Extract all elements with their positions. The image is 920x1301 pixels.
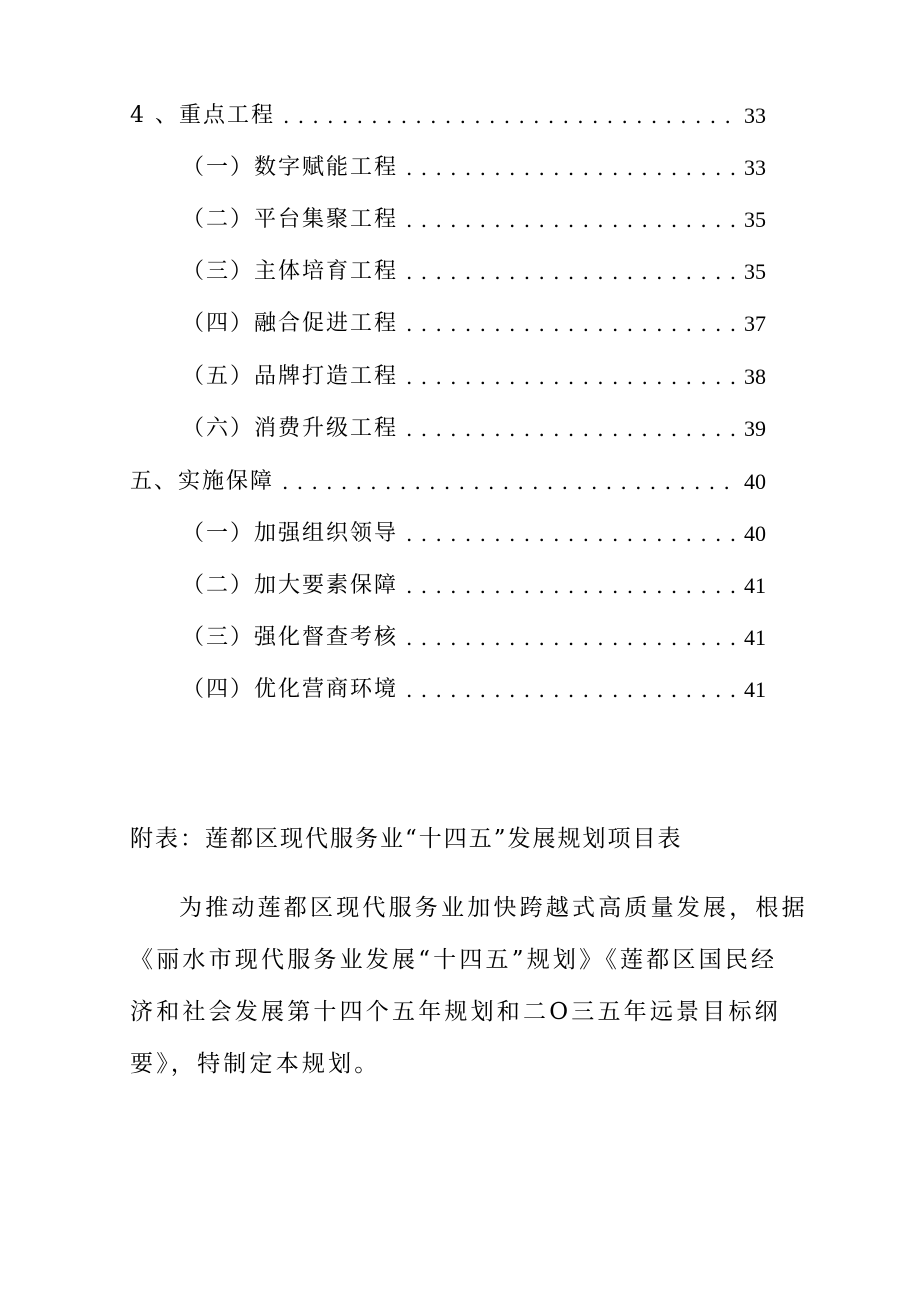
toc-page-number: 33 [744,103,766,128]
toc-entry-label: （三）主体培育工程 [182,259,399,284]
toc-dot-leader [283,96,738,136]
toc-entry-label: （一）数字赋能工程 [182,155,399,180]
toc-entry-label: （四）融合促进工程 [182,311,399,336]
toc-entry[interactable] [182,409,766,449]
toc-entry[interactable] [182,252,766,292]
toc-dot-leader [406,148,738,188]
toc-dot-leader [406,304,738,344]
toc-entry-label: （二）加大要素保障 [182,573,399,598]
toc-page-number: 40 [744,469,766,494]
toc-entry[interactable] [182,566,766,606]
toc-entry-label: （四）优化营商环境 [182,677,399,702]
toc-entry-label: （六）消费升级工程 [182,416,399,441]
toc-dot-leader [406,514,738,554]
toc-entry[interactable] [182,200,766,240]
toc-page-number: 41 [744,677,766,702]
toc-entry-label: （一）加强组织领导 [182,521,399,546]
toc-dot-leader [406,252,738,292]
toc-page-number: 35 [744,207,766,232]
toc-page-number: 35 [744,259,766,284]
toc-dot-leader [406,566,738,606]
toc-page-number: 33 [744,155,766,180]
toc-dot-leader [406,618,738,658]
toc-page-number: 38 [744,364,766,389]
toc-page-number: 39 [744,416,766,441]
toc-dot-leader [282,462,738,502]
toc-entry[interactable] [182,670,766,710]
toc-entry-label: （三）强化督查考核 [182,625,399,650]
toc-page-number: 41 [744,625,766,650]
paragraph-line: 为推动莲都区现代服务业加快跨越式高质量发展，根据 [179,895,808,921]
toc-entry[interactable] [182,304,766,344]
toc-dot-leader [406,357,738,397]
toc-page-number: 37 [744,311,766,336]
toc-entry-label: 4 、重点工程 [130,103,275,128]
paragraph-line: 《丽水市现代服务业发展“十四五”规划》《莲都区国民经 [130,947,778,973]
toc-entry[interactable] [182,514,766,554]
toc-entry-label: 五、实施保障 [130,469,275,494]
toc-page-number: 40 [744,521,766,546]
intro-paragraph [130,882,808,1090]
toc-entry[interactable] [182,148,766,188]
toc-entry[interactable] [130,462,766,502]
toc-dot-leader [406,200,738,240]
toc-entry[interactable] [182,618,766,658]
toc-entry[interactable] [182,357,766,397]
toc-entry-label: （五）品牌打造工程 [182,364,399,389]
toc-page-number: 41 [744,573,766,598]
toc-entry[interactable] [130,96,766,136]
toc-dot-leader [406,670,738,710]
appendix-title: 附表：莲都区现代服务业“十四五”发展规划项目表 [130,826,683,852]
paragraph-line: 要》，特制定本规划。 [130,1051,381,1077]
toc-dot-leader [406,409,738,449]
toc-entry-label: （二）平台集聚工程 [182,207,399,232]
paragraph-line: 济和社会发展第十四个五年规划和二O三五年远景目标纲 [130,999,781,1025]
